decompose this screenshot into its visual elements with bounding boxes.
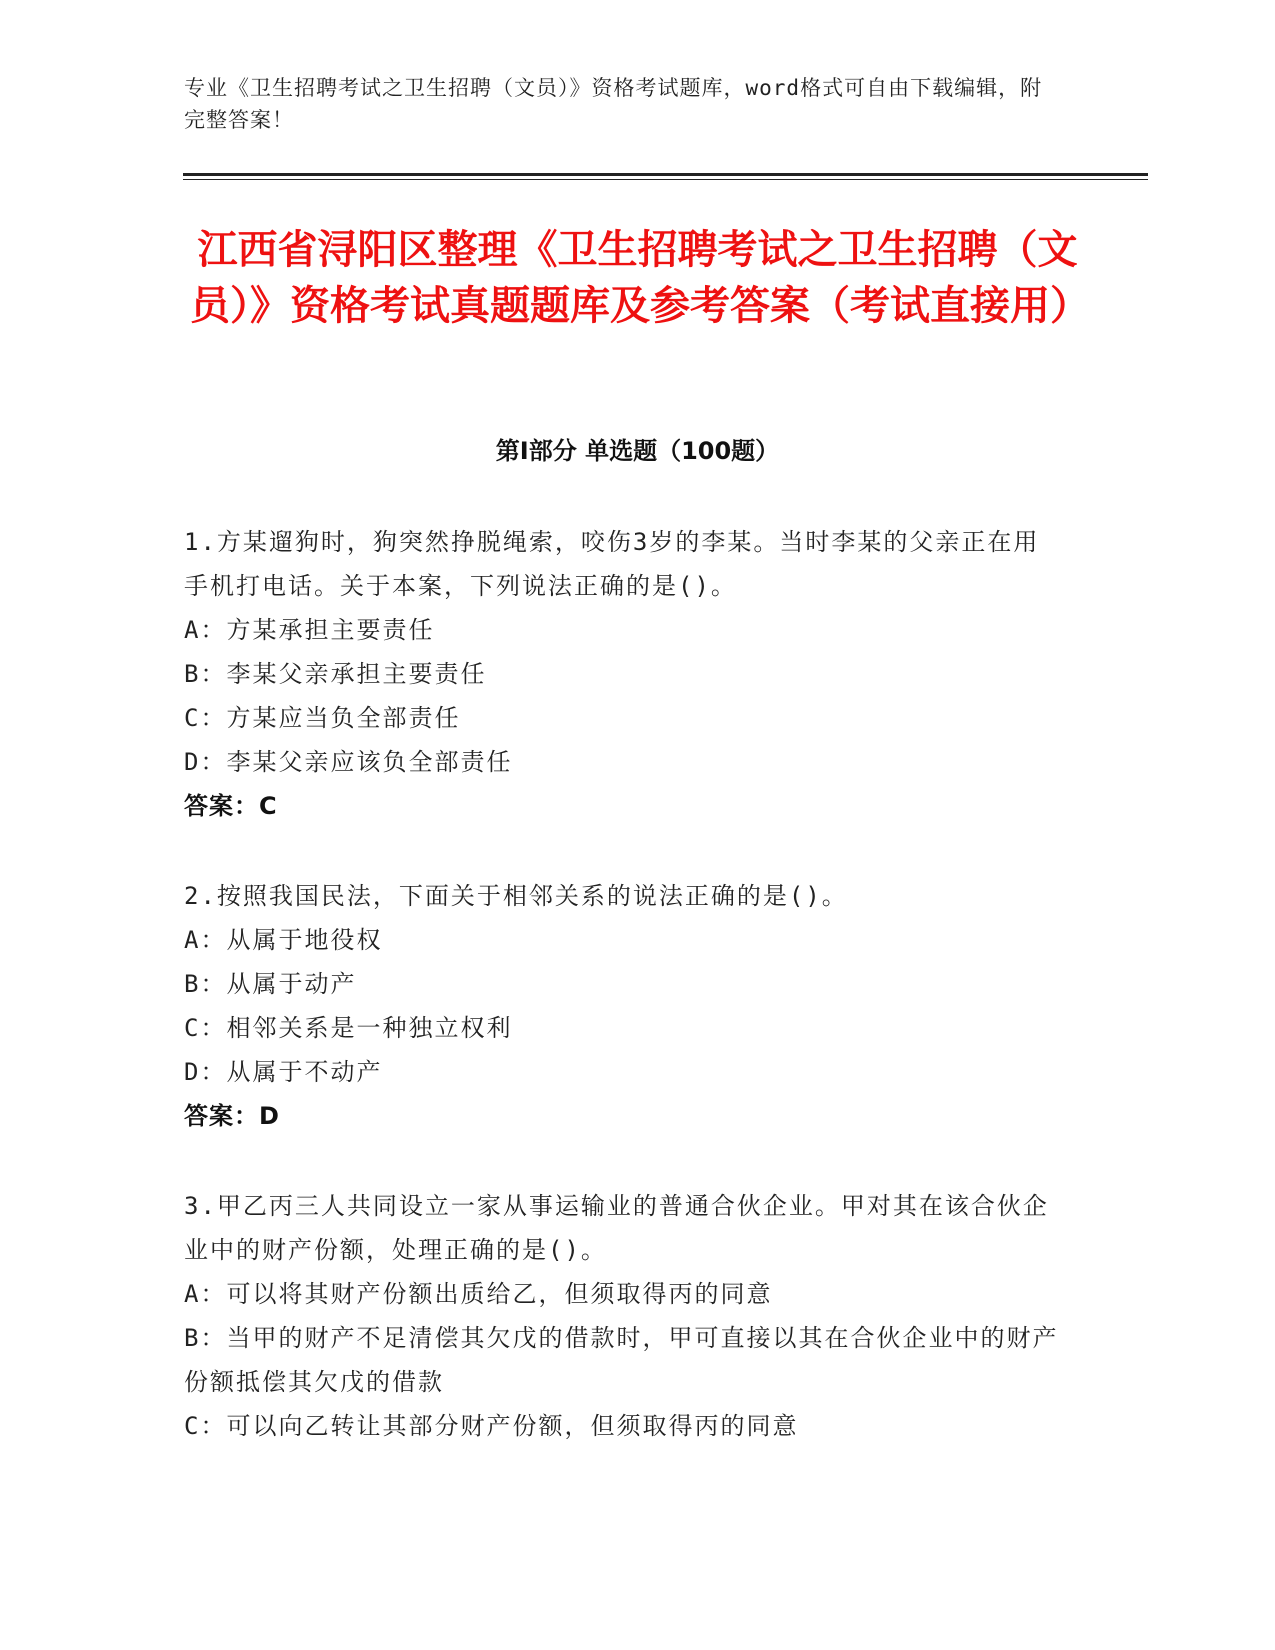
option-a: A：从属于地役权 (184, 926, 383, 954)
answer: 答案：C (184, 792, 278, 820)
option-b: B：李某父亲承担主要责任 (184, 660, 487, 688)
header-divider-thin (183, 179, 1148, 180)
question-3 (184, 1184, 1064, 1448)
question-stem: 3.甲乙丙三人共同设立一家从事运输业的普通合伙企业。甲对其在该合伙企业中的财产份额，处理正确的是()。 (184, 1192, 1049, 1264)
header-note: 专业《卫生招聘考试之卫生招聘（文员）》资格考试题库，word格式可自由下载编辑，附完整答案！ (184, 76, 1043, 132)
header-divider-thick (183, 173, 1148, 176)
option-a: A：方某承担主要责任 (184, 616, 435, 644)
question-list (184, 520, 1064, 1494)
option-a: A：可以将其财产份额出质给乙，但须取得丙的同意 (184, 1280, 773, 1308)
question-1 (184, 520, 1064, 828)
option-b: B：从属于动产 (184, 970, 357, 998)
option-d: D：李某父亲应该负全部责任 (184, 748, 513, 776)
document-title: 江西省浔阳区整理《卫生招聘考试之卫生招聘（文员）》资格考试真题题库及参考答案（考试直接用） (190, 227, 1090, 329)
option-b: B：当甲的财产不足清偿其欠戊的借款时，甲可直接以其在合伙企业中的财产份额抵偿其欠戊的借款 (184, 1324, 1059, 1396)
question-2 (184, 874, 1064, 1138)
question-stem: 2.按照我国民法，下面关于相邻关系的说法正确的是()。 (184, 882, 848, 910)
answer: 答案：D (184, 1102, 280, 1130)
question-stem: 1.方某遛狗时，狗突然挣脱绳索，咬伤3岁的李某。当时李某的父亲正在用手机打电话。关于本案，下列说法正确的是()。 (184, 528, 1040, 600)
option-c: C：方某应当负全部责任 (184, 704, 461, 732)
option-d: D：从属于不动产 (184, 1058, 383, 1086)
option-c: C：可以向乙转让其部分财产份额，但须取得丙的同意 (184, 1412, 799, 1440)
option-c: C：相邻关系是一种独立权利 (184, 1014, 513, 1042)
section-title: 第Ⅰ部分 单选题（100题） (495, 437, 780, 465)
